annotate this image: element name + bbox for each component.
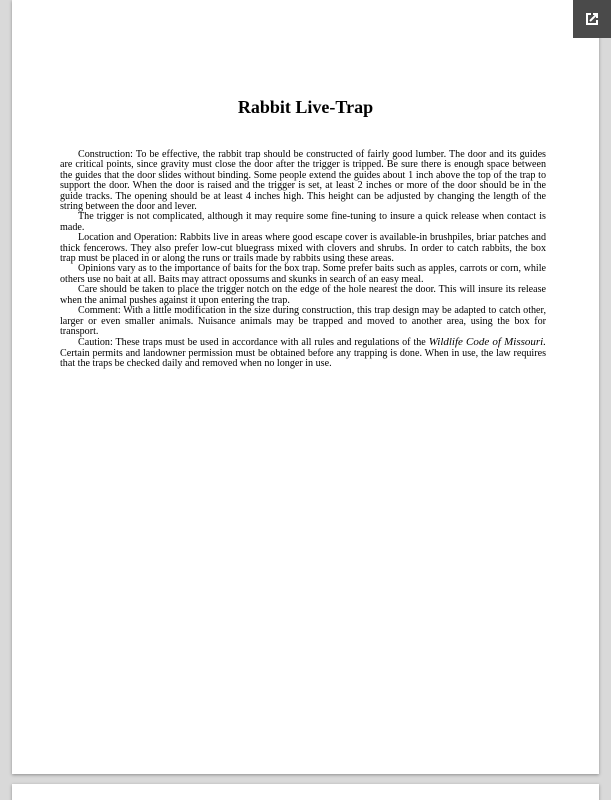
paragraph-caution — [60, 337, 546, 369]
next-page-edge — [12, 784, 599, 800]
paragraph-location: Location and Operation: Rabbits live in areas where good escape cover is available-in brushpiles, briar patches and thick fencerows. They also prefer low-cut bluegrass mixed with clovers and shrubs. In order to catch rabbits, the box trap must be placed in or along the runs or trails made by rabbits using these areas. — [60, 232, 546, 265]
caution-text-end: Certain permits and landowner permission must be obtained before any trapping is done. When in use, the law requires that the traps be checked daily and removed when no longer in use. — [60, 347, 546, 370]
paragraph-baits: Opinions vary as to the importance of baits for the box trap. Some prefer baits such as apples, carrots or corn, while others use no bait at all. Baits may attract opossums and skunks in search of an easy meal. — [60, 263, 546, 285]
caution-text-start: Caution: These traps must be used in accordance with all rules and regulations of the — [78, 337, 429, 349]
paragraph-comment: Comment: With a little modification in the size during construction, this trap design may be adapted to catch other, larger or even smaller animals. Nuisance animals may be trapped and moved to another area, using the box for transport. — [60, 305, 546, 337]
popout-button[interactable] — [573, 0, 611, 38]
paragraph-trigger: The trigger is not complicated, although it may require some fine-tuning to insure a quick release when contact is made. — [60, 211, 546, 233]
page-title: Rabbit Live-Trap — [237, 97, 374, 117]
document-body — [60, 150, 546, 370]
paragraph-construction: Construction: To be effective, the rabbit trap should be constructed of fairly good lumber. The door and its guides are critical points, since gravity must close the door after the trigger is tripped. Be sure there is enough space between the guides that the door slides without binding. Some people extend the guides about 1 inch above the top of the trap to support the door. When the door is raised and the trigger is set, at least 2 inches or more of the door should be in the guide tracks. The opening should be at least 4 inches high. This height can be adjusted by changing the length of the string between the door and lever. — [60, 149, 546, 213]
caution-italic-reference: Wildlife Code of Missouri. — [428, 336, 546, 349]
popout-icon — [583, 10, 601, 28]
paragraph-care: Care should be taken to place the trigger notch on the edge of the hole nearest the door. This will insure its release when the animal pushes against it upon entering the trap. — [60, 284, 546, 306]
document-page — [12, 0, 599, 774]
